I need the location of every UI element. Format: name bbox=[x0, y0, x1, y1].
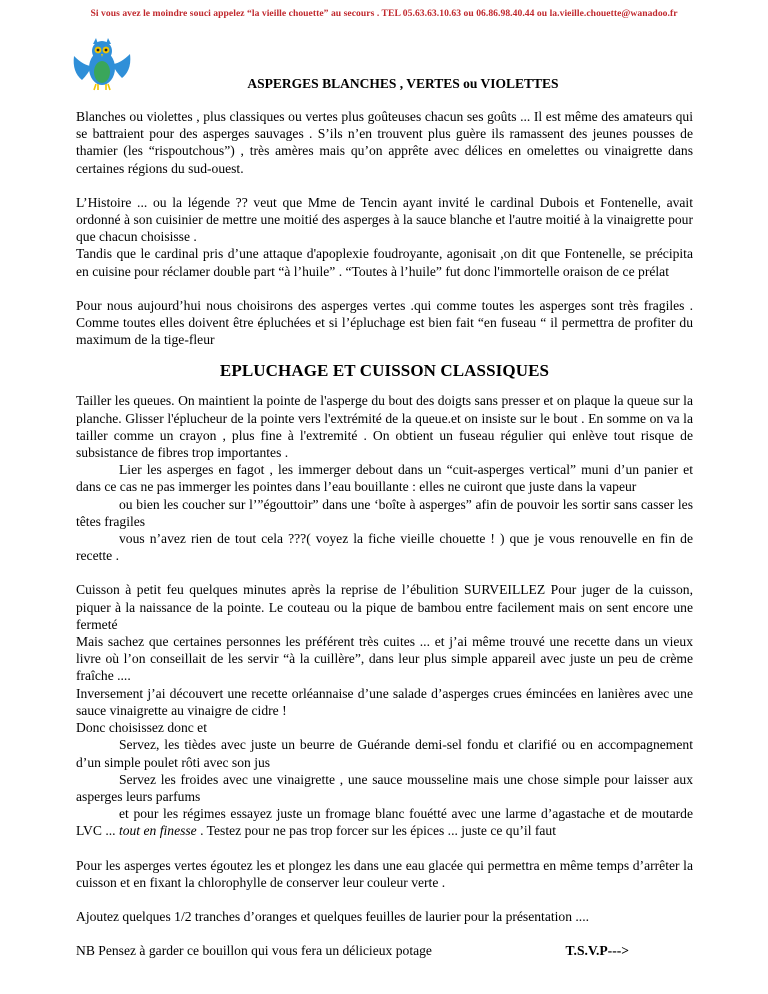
peeling-paragraph: vous n’avez rien de tout cela ???( voyez la fiche vieille chouette ! ) que je vous renouvelle en fin de recette . bbox=[76, 531, 693, 564]
peeling-paragraph: ou bien les coucher sur l’”égouttoir” dans une ‘boîte à asperges” afin de pouvoir les sortir sans casser les têtes fragiles bbox=[76, 496, 693, 529]
nb-note: NB Pensez à garder ce bouillon qui vous fera un délicieux potage bbox=[76, 943, 432, 959]
choice-paragraph: Pour nous aujourd’hui nous choisirons des asperges vertes .qui comme toutes les asperges sont très fragiles . Comme toutes elles doivent être épluchées et si l’épluchage est bien fait “en fuseau “ il permettra de profiter du maximum de la tige-fleur bbox=[76, 297, 693, 348]
cooking-paragraph: Inversement j’ai découvert une recette orléannaise d’une salade d’asperges crues émincées en lanières avec une sauce vinaigrette au vinaigre de cidre ! bbox=[76, 685, 693, 718]
document-title: ASPERGES BLANCHES , VERTES ou VIOLETTES bbox=[247, 76, 559, 91]
peeling-paragraph: Lier les asperges en fagot , les immerger debout dans un “cuit-asperges vertical” muni d’un panier et dans ce cas ne pas immerger les pointes dans l’eau bouillante : elles ne cuiront que juste dans la vapeur bbox=[76, 462, 693, 495]
cooking-paragraph: Mais sachez que certaines personnes les préférent très cuites ... et j’ai même trouvé une recette dans un vieux livre où l’on conseillait de les servir “à la cuillère”, dans leur plus simple appareil avec juste un peu de crème fraîche .... bbox=[76, 634, 693, 684]
history-paragraph: Tandis que le cardinal pris d’une attaque d'apoplexie foudroyante, agonisait ,on dit que Fontenelle, se précipita en cuisine pour réclamer double part “à l’huile” . “Toutes à l’huile” fut donc l'immortelle oraison de ce prélat bbox=[76, 246, 693, 279]
serving-paragraph: Servez les froides avec une vinaigrette , une sauce mousseline mais une chose simple pour laisser aux asperges leurs parfums bbox=[76, 771, 693, 804]
nb-line bbox=[76, 942, 693, 959]
tsvp-marker: T.S.V.P---> bbox=[565, 943, 629, 959]
cooking-paragraph: Donc choisissez donc et bbox=[76, 720, 207, 736]
cooking-paragraph: Cuisson à petit feu quelques minutes après la reprise de l’ébulition SURVEILLEZ Pour juger de la cuisson, piquer à la naissance de la pointe. Le couteau ou la pique de bambou entre facilement mais on sent encore une fermeté bbox=[76, 582, 693, 632]
document-body bbox=[76, 108, 693, 959]
history-paragraph: L’Histoire ... ou la légende ?? veut que Mme de Tencin ayant invité le cardinal Dubois et Fontenelle, avait ordonné à son cuisinier de mettre une moitié des asperges à la sauce blanche et l'autre moitié à la vinaigrette pour que chacun choisisse . bbox=[76, 194, 693, 245]
serving-paragraph bbox=[76, 805, 693, 839]
serving-paragraph: Servez, les tièdes avec juste un beurre de Guérande demi-sel fondu et clarifié ou en accompagnement d’un simple poulet rôti avec son jus bbox=[76, 737, 693, 770]
serving-text: . Testez pour ne pas trop forcer sur les épices ... juste ce qu’il faut bbox=[196, 823, 557, 839]
green-asparagus-paragraph: Pour les asperges vertes égoutez les et plongez les dans une eau glacée qui permettra en même temps d’arrêter la cuisson et en fixant la chlorophylle de conserver leur couleur verte . bbox=[76, 857, 693, 890]
serving-text: et pour les régimes essayez juste un fromage blanc fouétté avec une larme d’agastache et de moutarde LVC ... bbox=[76, 806, 693, 839]
intro-paragraph: Blanches ou violettes , plus classiques ou vertes plus goûteuses chacun ses goûts ... Il est même des amateurs qui se battraient pour des asperges sauvages . S’ils n’en trouvent plus guère ils ramassent des jeunes pousses de thamier (les “rispoutchous”) , très amères mais qu’on apprête avec délices en omelettes ou vinaigrette dans certaines régions du sud-ouest. bbox=[76, 109, 693, 176]
section-title: EPLUCHAGE ET CUISSON CLASSIQUES bbox=[219, 361, 550, 381]
peeling-paragraph: Tailler les queues. On maintient la pointe de l'asperge du bout des doigts sans presser et on plaque la queue sur la planche. Glisser l'éplucheur de la pointe vers l'extrémité de la queue.et on insiste sur le bout . En somme on va la tailler comme un crayon , plus fine à l'extremité . On obtient un fuseau régulier qui enlève tout risque de subsistance de fibres trop importantes . bbox=[76, 393, 693, 461]
presentation-paragraph: Ajoutez quelques 1/2 tranches d’oranges et quelques feuilles de laurier pour la présentation .... bbox=[76, 908, 589, 924]
header-contact-note: Si vous avez le moindre souci appelez “la vieille chouette” au secours . TEL 05.63.63.10.63 ou 06.86.98.40.44 ou la.vieille.chouette@wanadoo.fr bbox=[90, 8, 678, 19]
emphasis-text: tout en finesse bbox=[118, 823, 197, 839]
